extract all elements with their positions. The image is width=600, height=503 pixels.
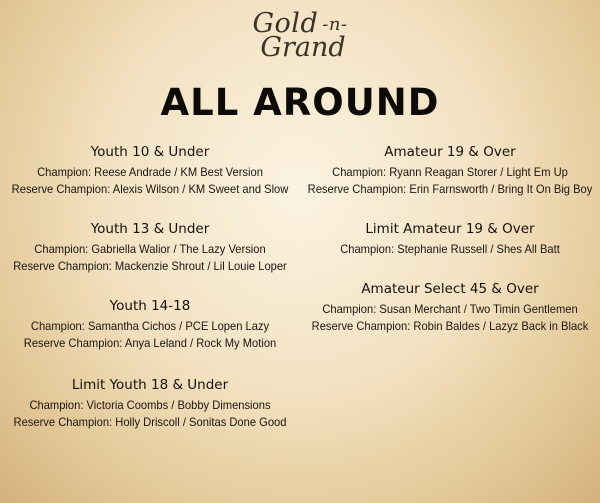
section-heading: Limit Youth 18 & Under — [71, 377, 229, 393]
logo-word-gold: Gold — [252, 8, 319, 39]
section-heading: Youth 14-18 — [109, 298, 191, 314]
reserve-champion-line: Reserve Champion: Robin Baldes / Lazyz Back in Black — [311, 319, 589, 333]
champion-line: Champion: Ryann Reagan Storer / Light Em Up — [332, 165, 568, 179]
page-title: ALL AROUND — [160, 81, 440, 124]
reserve-champion-line: Reserve Champion: Holly Driscoll / Sonitas Done Good — [13, 415, 287, 429]
reserve-champion-line: Reserve Champion: Erin Farnsworth / Bring It On Big Boy — [307, 182, 593, 196]
section-youth-13-under — [3, 221, 297, 275]
section-youth-10-under — [1, 144, 298, 198]
logo-word-grand: Grand — [260, 32, 346, 63]
champion-line: Champion: Stephanie Russell / Shes All Batt — [340, 242, 560, 256]
reserve-champion-line: Reserve Champion: Mackenzie Shrout / Lil Louie Loper — [13, 259, 287, 273]
reserve-champion-line: Reserve Champion: Alexis Wilson / KM Sweet and Slow — [11, 182, 289, 196]
section-heading: Amateur Select 45 & Over — [361, 281, 539, 297]
section-amateur-select-45-over — [301, 281, 598, 335]
logo-word-n: -n- — [322, 14, 348, 35]
champion-line: Champion: Samantha Cichos / PCE Lopen Lazy — [30, 319, 270, 333]
champion-line: Champion: Reese Andrade / KM Best Version — [37, 165, 263, 179]
reserve-champion-line: Reserve Champion: Anya Leland / Rock My Motion — [23, 336, 277, 350]
section-heading: Youth 13 & Under — [90, 221, 210, 237]
champion-line: Champion: Victoria Coombs / Bobby Dimensions — [29, 398, 271, 412]
section-limit-youth-18-under — [3, 377, 296, 431]
gold-n-grand-logo — [0, 10, 600, 61]
section-heading: Limit Amateur 19 & Over — [365, 221, 535, 237]
section-heading: Amateur 19 & Over — [384, 144, 516, 160]
section-youth-14-18 — [14, 298, 285, 352]
section-limit-amateur-19-over — [332, 221, 568, 258]
champion-line: Champion: Gabriella Walior / The Lazy Version — [34, 242, 266, 256]
champion-line: Champion: Susan Merchant / Two Timin Gentlemen — [322, 302, 578, 316]
section-amateur-19-over — [297, 144, 600, 198]
section-heading: Youth 10 & Under — [90, 144, 210, 160]
